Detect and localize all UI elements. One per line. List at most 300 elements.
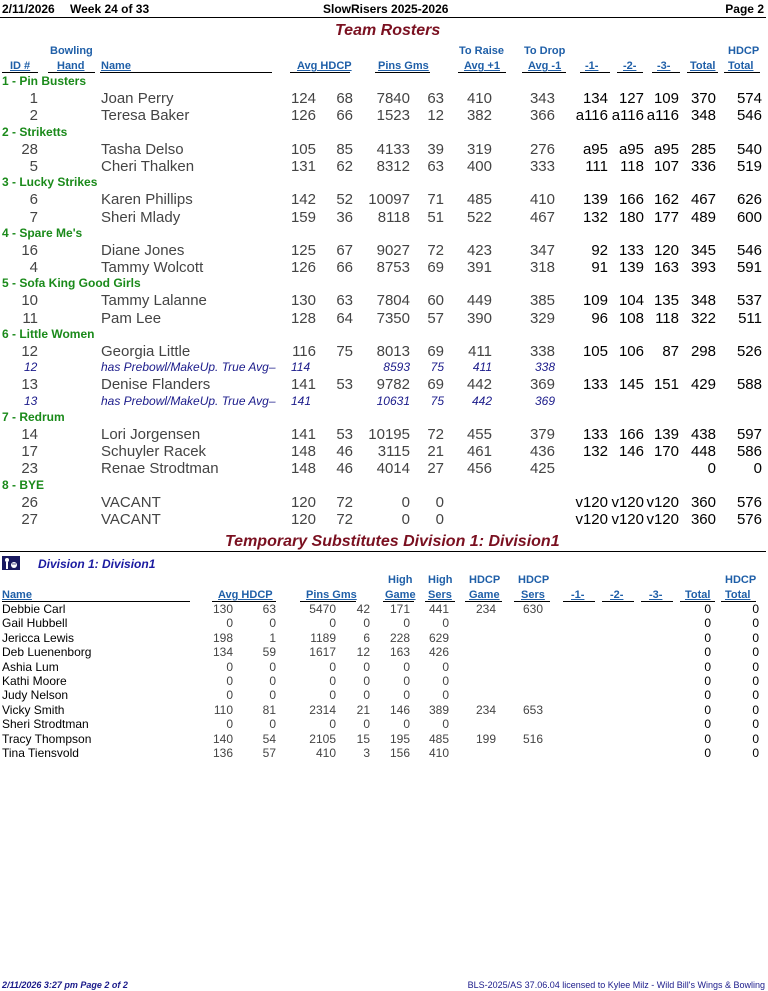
player-to-raise: 522: [466, 208, 492, 226]
player-to-drop: 338: [529, 343, 555, 360]
player-games: 27: [427, 460, 444, 478]
player-game2: v120: [611, 510, 644, 528]
header-underline: [724, 72, 760, 73]
player-pins: 9027: [376, 241, 410, 259]
player-hdcp-total: 574: [736, 90, 762, 107]
player-total: 322: [690, 309, 716, 327]
player-hdcp-total: 546: [736, 107, 762, 125]
sub-high-sers: 485: [428, 731, 449, 746]
player-games: 39: [427, 140, 444, 158]
player-game3: v120: [646, 510, 679, 528]
player-hdcp: 75: [336, 343, 353, 360]
player-game1: 139: [582, 191, 608, 209]
player-games: 69: [427, 376, 444, 394]
player-id: 1: [29, 90, 38, 107]
sub-pins: 1617: [309, 645, 336, 660]
player-hdcp-total: 546: [736, 241, 762, 259]
player-game3: v120: [646, 493, 679, 511]
player-name: Tasha Delso: [101, 140, 184, 158]
sub-high-sers: 410: [428, 746, 449, 760]
player-game2: 166: [618, 191, 644, 209]
sub-games: 0: [363, 616, 370, 631]
sub-row: [0, 602, 768, 616]
col-game1: -1-: [585, 60, 599, 72]
subs-col-game3: -3-: [649, 589, 663, 601]
sub-hdcp-total: 0: [752, 717, 759, 732]
player-hdcp-total: 537: [736, 292, 762, 310]
player-total: 360: [690, 510, 716, 528]
division-label: Division 1: Division1: [38, 557, 156, 571]
sub-pins: 0: [329, 674, 336, 688]
player-game2: 106: [618, 343, 644, 360]
prebowl-id: 12: [24, 360, 38, 375]
header-underline: [687, 72, 718, 73]
player-name: Tammy Lalanne: [101, 292, 207, 310]
col-to-drop-1: To Drop: [524, 45, 566, 57]
sub-games: 15: [356, 731, 370, 746]
player-avg: 105: [290, 140, 316, 158]
player-games: 60: [427, 292, 444, 310]
player-game3: 107: [653, 157, 679, 175]
header-underline: [2, 72, 38, 73]
player-to-raise: 400: [466, 157, 492, 175]
col-bowling-hand-1: Bowling: [50, 45, 93, 57]
player-hdcp: 53: [336, 425, 353, 443]
player-pins: 4014: [376, 460, 410, 478]
player-name: Joan Perry: [101, 90, 174, 107]
player-avg: 141: [290, 425, 316, 443]
team-name: 7 - Redrum: [2, 409, 65, 424]
player-hdcp: 64: [336, 309, 353, 327]
header-rule: [0, 17, 766, 18]
player-id: 13: [21, 376, 38, 394]
sub-hdcp-total: 0: [752, 731, 759, 746]
player-avg: 141: [290, 376, 316, 394]
player-total: 393: [690, 259, 716, 277]
header-underline: [48, 72, 95, 73]
sub-hdcp-sers: 516: [522, 731, 543, 746]
sub-pins: 0: [329, 717, 336, 732]
sub-games: 12: [356, 645, 370, 660]
sub-pins: 2314: [309, 702, 336, 717]
player-games: 0: [435, 510, 444, 528]
col-to-raise-1: To Raise: [459, 45, 505, 57]
sub-high-sers: 0: [442, 717, 449, 732]
col-game3: -3-: [657, 60, 671, 72]
player-to-drop: 343: [529, 90, 555, 107]
player-total: 360: [690, 493, 716, 511]
roster-row: [0, 191, 768, 209]
player-games: 63: [427, 157, 444, 175]
player-hdcp-total: 588: [736, 376, 762, 394]
player-name: Denise Flanders: [101, 376, 211, 394]
sub-name: Tracy Thompson: [2, 731, 92, 746]
subs-rule: [0, 551, 766, 552]
col-total: Total: [690, 60, 716, 72]
player-to-raise: 449: [466, 292, 492, 310]
player-avg: 116: [292, 343, 316, 360]
sub-name: Sheri Strodtman: [2, 717, 89, 732]
sub-total: 0: [704, 731, 711, 746]
player-hdcp: 72: [336, 510, 353, 528]
team-name: 8 - BYE: [2, 477, 45, 492]
sub-games: 21: [356, 702, 370, 717]
sub-hdcp: 81: [262, 702, 276, 717]
player-to-drop: 276: [529, 140, 555, 158]
prebowl-to-drop: 338: [534, 360, 555, 375]
sub-row: [0, 717, 768, 731]
team-name: 2 - Striketts: [2, 124, 68, 139]
header-underline: [617, 72, 643, 73]
league-name: SlowRisers 2025-2026: [323, 2, 449, 16]
header-underline: [375, 72, 430, 73]
player-id: 5: [29, 157, 38, 175]
player-game1: 132: [582, 208, 608, 226]
player-game1: 132: [582, 442, 608, 460]
sub-total: 0: [704, 616, 711, 631]
report-date: 2/11/2026: [2, 2, 55, 16]
roster-row: [0, 209, 768, 227]
player-id: 11: [22, 309, 38, 327]
sub-total: 0: [704, 746, 711, 760]
player-to-raise: 382: [466, 107, 492, 125]
player-game3: 177: [653, 208, 679, 226]
sub-avg: 134: [212, 645, 233, 660]
subs-col-hdcp-game-2: Game: [469, 589, 500, 601]
subs-col-high-game-1: High: [388, 574, 413, 586]
player-name: Karen Phillips: [101, 191, 193, 209]
player-to-raise: 319: [466, 140, 492, 158]
player-hdcp: 46: [336, 442, 353, 460]
player-avg: 131: [290, 157, 316, 175]
subs-col-hdcp-sers-2: Sers: [521, 589, 545, 601]
sub-high-sers: 426: [428, 645, 449, 660]
col-name: Name: [101, 60, 131, 72]
player-game2: 139: [618, 259, 644, 277]
player-game2: 127: [618, 90, 644, 107]
player-hdcp-total: 576: [736, 493, 762, 511]
sub-row: [0, 660, 768, 674]
player-to-drop: 385: [529, 292, 555, 310]
col-bowling-hand-2: Hand: [57, 60, 85, 72]
prebowl-avg: 141: [291, 393, 312, 408]
sub-pins: 0: [329, 659, 336, 674]
player-game2: 145: [618, 376, 644, 394]
roster-row: [0, 310, 768, 328]
player-game3: a95: [653, 140, 679, 158]
col-game2: -2-: [623, 60, 637, 72]
roster-row: [0, 426, 768, 444]
sub-hdcp: 0: [269, 616, 276, 631]
player-hdcp-total: 626: [736, 191, 762, 209]
subs-col-pins-gms: Pins Gms: [306, 589, 357, 601]
roster-row: [0, 494, 768, 512]
player-game2: a95: [618, 140, 644, 158]
player-hdcp-total: 0: [753, 460, 762, 478]
player-hdcp: 72: [336, 493, 353, 511]
sub-high-game: 0: [403, 659, 410, 674]
player-name: Renae Strodtman: [101, 460, 219, 478]
player-to-raise: 485: [466, 191, 492, 209]
player-total: 336: [690, 157, 716, 175]
player-name: Georgia Little: [101, 343, 191, 360]
sub-total: 0: [704, 717, 711, 732]
sub-avg: 0: [226, 674, 233, 688]
sub-total: 0: [704, 702, 711, 717]
player-name: Lori Jorgensen: [101, 425, 201, 443]
player-game3: 162: [653, 191, 679, 209]
player-games: 71: [427, 191, 444, 209]
sub-avg: 110: [213, 702, 233, 717]
sub-name: Vicky Smith: [2, 702, 65, 717]
sub-high-game: 0: [403, 688, 410, 703]
player-game1: 109: [582, 292, 608, 310]
sub-name: Tina Tiensvold: [2, 746, 79, 760]
player-hdcp: 63: [336, 292, 353, 310]
player-name: Schuyler Racek: [101, 442, 207, 460]
subs-col-name: Name: [2, 589, 32, 601]
sub-games: 6: [363, 630, 370, 645]
sub-name: Deb Luenenborg: [2, 645, 92, 660]
roster-row: [0, 443, 768, 461]
subs-col-game1: -1-: [571, 589, 585, 601]
team-name: 3 - Lucky Strikes: [2, 175, 98, 190]
player-games: 0: [435, 493, 444, 511]
sub-name: Ashia Lum: [2, 659, 59, 674]
header-underline: [522, 72, 566, 73]
player-total: 489: [690, 208, 716, 226]
player-hdcp-total: 586: [736, 442, 762, 460]
player-name: VACANT: [101, 510, 161, 528]
player-total: 370: [690, 90, 716, 107]
prebowl-note: has Prebowl/MakeUp. True Avg–: [101, 393, 276, 408]
player-id: 28: [21, 140, 38, 158]
subs-col-total: Total: [685, 589, 711, 601]
sub-total: 0: [704, 630, 711, 645]
player-pins: 7350: [376, 309, 410, 327]
player-name: Pam Lee: [101, 309, 162, 327]
player-game2: a116: [611, 107, 644, 125]
player-hdcp-total: 540: [736, 140, 762, 158]
player-id: 12: [21, 343, 38, 360]
sub-name: Jericca Lewis: [2, 630, 75, 645]
player-avg: 126: [290, 259, 316, 277]
player-id: 26: [21, 493, 38, 511]
col-id: ID #: [10, 60, 31, 72]
player-pins: 8013: [376, 343, 410, 360]
sub-avg: 140: [212, 731, 233, 746]
player-name: Cheri Thalken: [101, 157, 195, 175]
sub-high-game: 163: [389, 645, 410, 660]
roster-row: [0, 511, 768, 529]
player-game2: 118: [620, 157, 644, 175]
player-hdcp-total: 597: [736, 425, 762, 443]
player-id: 17: [21, 442, 38, 460]
player-pins: 10097: [368, 191, 410, 209]
player-id: 10: [21, 292, 38, 310]
player-id: 6: [29, 191, 38, 209]
report-week: Week 24 of 33: [70, 2, 150, 16]
player-name: Tammy Wolcott: [101, 259, 204, 277]
team-name: 4 - Spare Me's: [2, 225, 83, 240]
roster-row: [0, 376, 768, 394]
col-hdcp-total-2: Total: [728, 60, 754, 72]
player-pins: 0: [401, 493, 410, 511]
player-game3: 118: [655, 309, 679, 327]
player-game1: 111: [585, 157, 608, 175]
sub-games: 3: [363, 746, 370, 760]
sub-hdcp: 1: [269, 630, 276, 645]
player-total: 285: [690, 140, 716, 158]
sub-hdcp-total: 0: [752, 645, 759, 660]
player-hdcp-total: 600: [736, 208, 762, 226]
player-game1: a116: [575, 107, 608, 125]
player-game3: 163: [653, 259, 679, 277]
player-game3: 135: [653, 292, 679, 310]
sub-row: [0, 732, 768, 746]
col-hdcp-total-1: HDCP: [728, 45, 760, 57]
sub-hdcp-total: 0: [752, 602, 759, 616]
player-avg: 142: [290, 191, 316, 209]
player-hdcp: 85: [336, 140, 353, 158]
sub-total: 0: [704, 688, 711, 703]
subs-col-high-sers-1: High: [428, 574, 453, 586]
player-game2: 104: [618, 292, 644, 310]
player-to-drop: 436: [529, 442, 555, 460]
player-total: 345: [690, 241, 716, 259]
subs-col-high-sers-2: Sers: [428, 589, 452, 601]
player-avg: 125: [290, 241, 316, 259]
sub-hdcp-sers: 653: [522, 702, 543, 717]
player-pins: 9782: [376, 376, 410, 394]
player-hdcp: 62: [336, 157, 353, 175]
prebowl-pins: 10631: [376, 393, 410, 408]
header-underline: [290, 72, 350, 73]
player-game3: a116: [646, 107, 679, 125]
prebowl-row: [0, 394, 768, 410]
roster-row: [0, 90, 768, 108]
player-hdcp: 66: [336, 107, 353, 125]
prebowl-note: has Prebowl/MakeUp. True Avg–: [101, 360, 276, 375]
player-pins: 3115: [377, 442, 410, 460]
player-avg: 148: [290, 442, 316, 460]
prebowl-games: 75: [430, 393, 444, 408]
sub-pins: 0: [329, 616, 336, 631]
page-number: Page 2: [725, 2, 764, 16]
player-hdcp-total: 526: [736, 343, 762, 360]
player-game3: 170: [653, 442, 679, 460]
player-game2: 180: [618, 208, 644, 226]
sub-avg: 0: [226, 688, 233, 703]
prebowl-games: 75: [430, 360, 444, 375]
player-hdcp-total: 511: [738, 309, 762, 327]
player-to-raise: 442: [466, 376, 492, 394]
player-avg: 159: [290, 208, 316, 226]
sub-high-game: 171: [389, 602, 410, 616]
sub-high-sers: 0: [442, 659, 449, 674]
sub-hdcp: 59: [262, 645, 276, 660]
team-name: 6 - Little Women: [2, 327, 95, 341]
player-name: VACANT: [101, 493, 161, 511]
subs-title: Temporary Substitutes Division 1: Division1: [225, 533, 560, 550]
player-pins: 7840: [376, 90, 410, 107]
player-avg: 148: [290, 460, 316, 478]
player-game1: 133: [582, 425, 608, 443]
roster-row: [0, 107, 768, 125]
subs-col-hdcp-game-1: HDCP: [469, 574, 501, 586]
player-pins: 1523: [376, 107, 410, 125]
sub-row: [0, 616, 768, 630]
player-to-drop: 425: [529, 460, 555, 478]
sub-hdcp: 57: [262, 746, 276, 760]
player-avg: 120: [290, 510, 316, 528]
sub-hdcp-total: 0: [752, 659, 759, 674]
player-pins: 7804: [376, 292, 410, 310]
col-to-drop-2: Avg -1: [528, 60, 562, 72]
player-pins: 8118: [377, 208, 410, 226]
player-games: 12: [427, 107, 444, 125]
player-hdcp-total: 591: [736, 259, 762, 277]
player-total: 348: [690, 292, 716, 310]
sub-high-game: 228: [389, 630, 410, 645]
header-underline: [458, 72, 506, 73]
player-to-drop: 369: [529, 376, 555, 394]
sub-hdcp-total: 0: [752, 630, 759, 645]
sub-games: 0: [363, 688, 370, 703]
player-games: 72: [427, 425, 444, 443]
sub-games: 0: [363, 674, 370, 688]
player-game2: 108: [618, 309, 644, 327]
sub-pins: 0: [329, 688, 336, 703]
player-to-raise: 411: [468, 343, 492, 360]
sub-hdcp: 63: [262, 602, 276, 616]
player-games: 72: [427, 241, 444, 259]
player-total: 429: [690, 376, 716, 394]
sub-hdcp: 0: [269, 688, 276, 703]
roster-row: [0, 292, 768, 310]
player-id: 27: [21, 510, 38, 528]
player-pins: 8753: [376, 259, 410, 277]
player-total: 0: [707, 460, 716, 478]
sub-high-game: 0: [403, 717, 410, 732]
player-hdcp: 36: [336, 208, 353, 226]
page-title: Team Rosters: [335, 22, 441, 39]
player-to-drop: 366: [529, 107, 555, 125]
player-hdcp: 68: [336, 90, 353, 107]
sub-pins: 2105: [309, 731, 336, 746]
sub-high-sers: 389: [428, 702, 449, 717]
player-name: Sheri Mlady: [101, 208, 181, 226]
sub-avg: 0: [226, 616, 233, 631]
sub-pins: 5470: [309, 602, 336, 616]
sub-hdcp-total: 0: [752, 746, 759, 760]
player-pins: 0: [401, 510, 410, 528]
sub-row: [0, 703, 768, 717]
sub-hdcp-game: 234: [475, 602, 496, 616]
player-hdcp: 67: [336, 241, 353, 259]
player-game2: 133: [618, 241, 644, 259]
sub-name: Gail Hubbell: [2, 616, 68, 631]
player-total: 298: [690, 343, 716, 360]
player-total: 448: [690, 442, 716, 460]
player-to-raise: 390: [466, 309, 492, 327]
player-avg: 124: [290, 90, 316, 107]
prebowl-to-raise: 442: [471, 393, 492, 408]
sub-hdcp-sers: 630: [522, 602, 543, 616]
sub-high-game: 195: [389, 731, 410, 746]
sub-hdcp: 54: [262, 731, 276, 746]
player-avg: 130: [290, 292, 316, 310]
